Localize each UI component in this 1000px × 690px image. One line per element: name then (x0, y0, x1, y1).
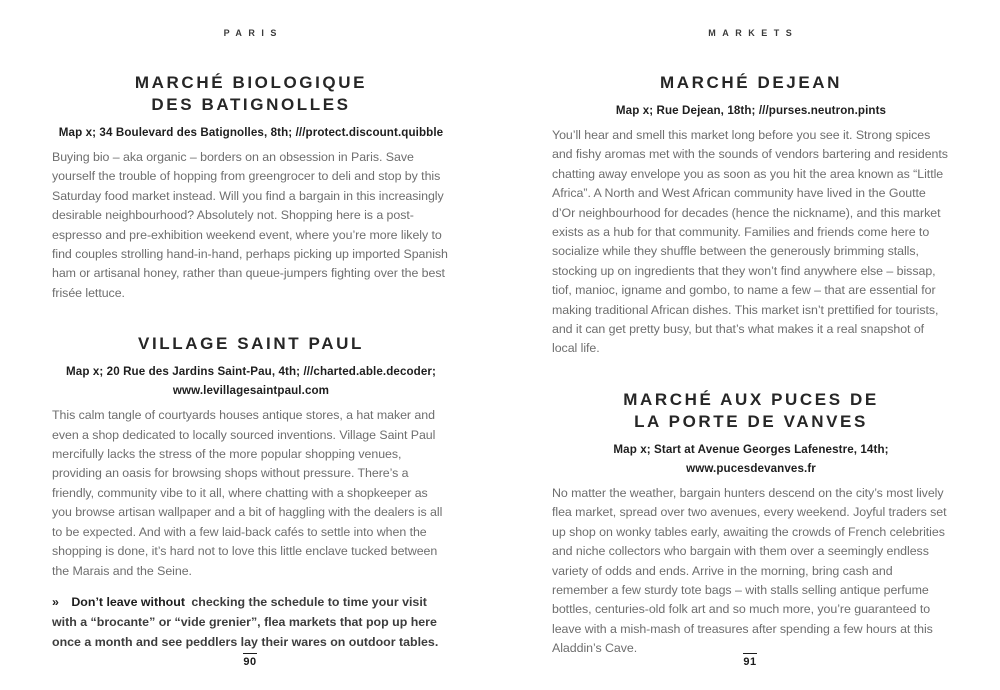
section-title (552, 389, 950, 433)
section-title-line: MARCHÉ AUX PUCES DE (623, 389, 879, 409)
section-title-line: LA PORTE DE VANVES (634, 411, 868, 431)
section-title-line: MARCHÉ DEJEAN (659, 73, 843, 92)
tip-lead-label: Don’t leave without (71, 594, 185, 609)
running-header-left: PARIS (223, 28, 283, 38)
double-chevron-icon: » (52, 594, 60, 609)
page-right-content (550, 72, 950, 659)
page-number-value: 91 (743, 653, 756, 668)
page-number-left (0, 652, 500, 670)
running-header-right: MARKETS (708, 28, 799, 38)
section-marche-dejean (552, 72, 950, 359)
section-marche-biologique (52, 72, 450, 303)
section-title-line: VILLAGE SAINT PAUL (138, 334, 364, 354)
address-line: Map x; Start at Avenue Georges Lafenestre, 14th; www.pucesdevanves.fr (613, 442, 889, 475)
dont-leave-without-tip (52, 593, 450, 652)
section-address (52, 362, 450, 400)
section-marche-aux-puces-vanves (552, 389, 950, 659)
section-body: No matter the weather, bargain hunters descend on the city’s most lively flea market, spread over two avenues, every weekend. Joyful traders set up shop on wonky tables early, awaiting the crowds of French celebrities and niche collectors who bargain with them over a seemingly endless variety of odds and ends. Arrive in the morning, bring cash and remember a few sturdy tote bags – with stalls selling antique perfume bottles, centuries-old folk art and so much more, you’re guaranteed to leave with a mish-mash of treasures after spending a few hours at this Aladdin’s Cave. (552, 485, 947, 656)
section-address (552, 101, 950, 120)
section-title-line: DES BATIGNOLLES (151, 95, 351, 114)
section-title (52, 333, 450, 355)
section-address (52, 123, 450, 142)
address-line: Map x; 20 Rue des Jardins Saint-Pau, 4th; ///charted.able.decoder; (66, 365, 436, 379)
page-right (500, 0, 1000, 690)
page-number-right (500, 652, 1000, 670)
section-title-line: MARCHÉ BIOLOGIQUE (134, 73, 368, 92)
section-title (52, 72, 450, 116)
section-village-saint-paul (52, 333, 450, 652)
address-line: Map x; 34 Boulevard des Batignolles, 8th; ///protect.discount.quibble (58, 126, 444, 139)
address-line: www.levillagesaintpaul.com (172, 384, 330, 398)
section-body: You’ll hear and smell this market long before you see it. Strong spices and fishy aromas met with the sounds of vendors bartering and residents chatting away envelope you as soon as you hit the area known as “Little Africa”. A North and West African community have lived in the Goutte d’Or neighbourhood for decades (hence the nickname), and this market exists as a hub for that community. Families and friends come here to socialize while they shuffle between the generously brimming stalls, stocking up on ingredients that they won’t find anywhere else – bissap, tiof, manioc, igname and gombo, to name a few – that are essential for making traditional African dishes. This market isn’t prettified for tourists, and it can get pretty busy, but that’s what makes it a real snapshot of local life. (552, 128, 948, 356)
page-left-content (50, 72, 450, 652)
tip-text: checking the schedule to time your visit with a “brocante” or “vide grenier”, flea markets that pop up here once a month and see peddlers lay their wares on outdoor tables. (52, 594, 439, 649)
address-line: Map x; Rue Dejean, 18th; ///purses.neutron.pints (615, 104, 887, 117)
section-title (552, 72, 950, 94)
section-address (552, 440, 950, 478)
section-body: Buying bio – aka organic – borders on an obsession in Paris. Save yourself the trouble of hopping from greengrocer to deli and stop by this Saturday food market instead. Will you find a bargain in this increasingly desirable neighbourhood? Absolutely not. Shopping here is a post-espresso and pre-exhibition weekend event, where you’re more likely to find couples strolling hand-in-hand, perhaps picking up imported Spanish ham or artisanal honey, rather than queue-jumpers fighting over the best frisée lettuce. (52, 150, 448, 300)
section-body: This calm tangle of courtyards houses antique stores, a hat maker and even a shop dedicated to locally sourced inventions. Village Saint Paul mercifully lacks the stress of the more popular shopping venues, providing an oasis for browsing shops without pressure. There’s a friendly, community vibe to it all, where chatting with a shopkeeper as you browse artisan wallpaper and a bit of haggling with the dealers is all to be expected. And with a few laid-back cafés to settle into when the shopping is done, it’s hard not to love this little enclave tucked between the Marais and the Seine. (52, 408, 443, 578)
page-number-value: 90 (243, 653, 256, 668)
